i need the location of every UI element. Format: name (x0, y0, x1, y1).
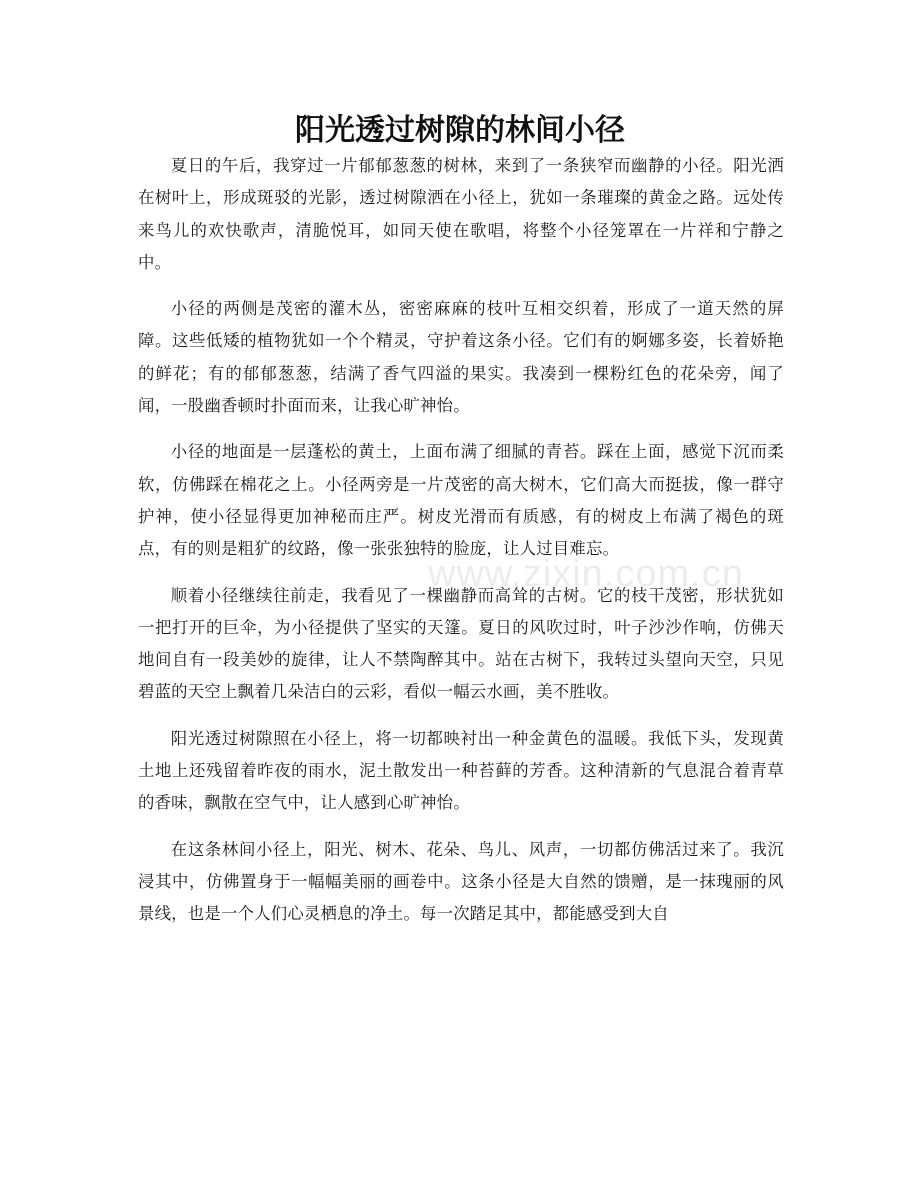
paragraph-6: 在这条林间小径上，阳光、树木、花朵、鸟儿、风声，一切都仿佛活过来了。我沉浸其中，仿佛置身于一幅幅美丽的画卷中。这条小径是大自然的馈赠，是一抹瑰丽的风景线，也是一个人们心灵栖息的净土。每一次踏足其中，都能感受到大自 (138, 839, 784, 924)
paragraph-1: 夏日的午后，我穿过一片郁郁葱葱的树林，来到了一条狭窄而幽静的小径。阳光洒在树叶上，形成斑驳的光影，透过树隙洒在小径上，犹如一条璀璨的黄金之路。远处传来鸟儿的欢快歌声，清脆悦耳，如同天使在歌唱，将整个小径笼罩在一片祥和宁静之中。 (138, 156, 784, 272)
watermark: www.zixin.com.cn (428, 553, 744, 595)
page-title: 阳光透过树隙的林间小径 (295, 113, 625, 148)
article-body (138, 150, 784, 945)
paragraph-5: 阳光透过树隙照在小径上，将一切都映衬出一种金黄色的温暖。我低下头，发现黄土地上还残留着昨夜的雨水，泥土散发出一种苔藓的芳香。这种清新的气息混合着青草的香味，飘散在空气中，让人感到心旷神怡。 (138, 728, 784, 813)
paragraph-3: 小径的地面是一层蓬松的黄土，上面布满了细腻的青苔。踩在上面，感觉下沉而柔软，仿佛踩在棉花之上。小径两旁是一片茂密的高大树木，它们高大而挺拔，像一群守护神，使小径显得更加神秘而庄严。树皮光滑而有质感，有的树皮上布满了褐色的斑点，有的则是粗犷的纹路，像一张张独特的脸庞，让人过目难忘。 (138, 442, 784, 559)
paragraph-2: 小径的两侧是茂密的灌木丛，密密麻麻的枝叶互相交织着，形成了一道天然的屏障。这些低矮的植物犹如一个个精灵，守护着这条小径。它们有的婀娜多姿，长着娇艳的鲜花；有的郁郁葱葱，结满了香气四溢的果实。我凑到一棵粉红色的花朵旁，闻了闻，一股幽香顿时扑面而来，让我心旷神怡。 (138, 299, 784, 416)
paragraph-4: 顺着小径继续往前走，我看见了一棵幽静而高耸的古树。它的枝干茂密，形状犹如一把打开的巨伞，为小径提供了坚实的天篷。夏日的风吹过时，叶子沙沙作响，仿佛天地间自有一段美妙的旋律，让人不禁陶醉其中。站在古树下，我转过头望向天空，只见碧蓝的天空上飘着几朵洁白的云彩，看似一幅云水画，美不胜收。 (138, 585, 784, 702)
